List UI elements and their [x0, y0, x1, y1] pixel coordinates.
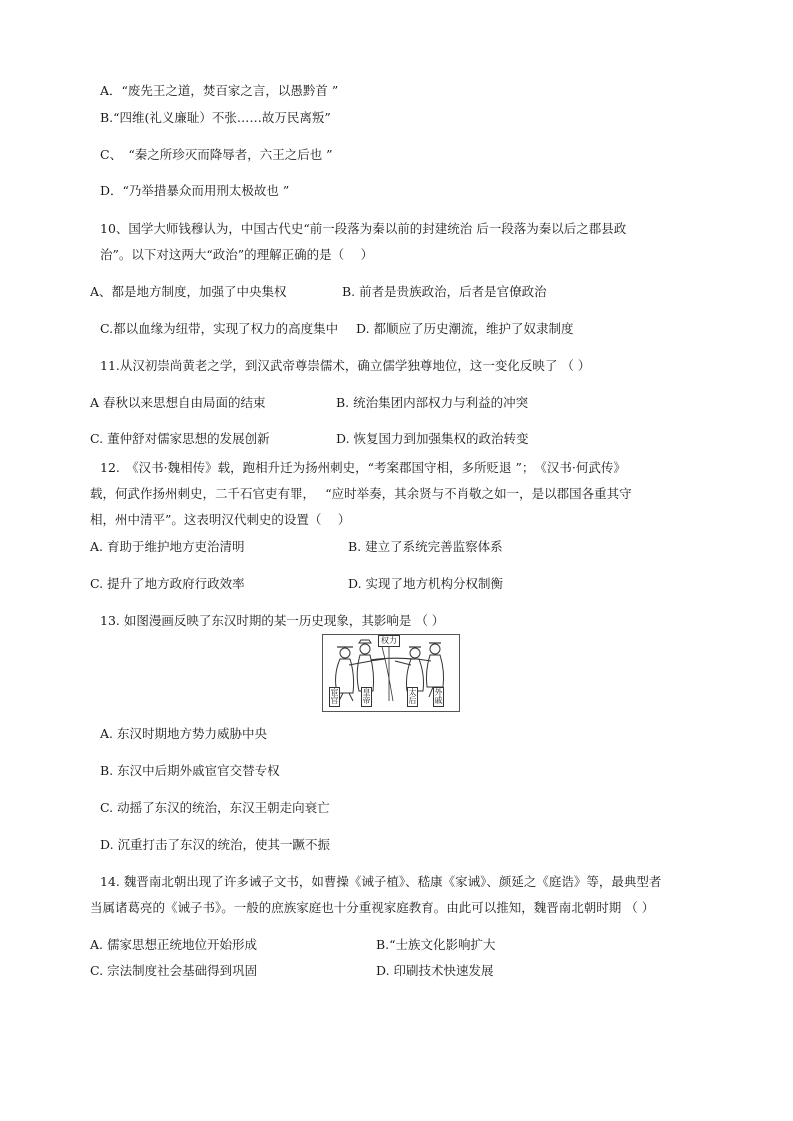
q12-option-d: D. 实现了地方机构分权制衡	[348, 576, 504, 591]
q13-stem: 13. 如图漫画反映了东汉时期的某一历史现象，其影响是 （ ）	[100, 613, 445, 628]
power-struggle-cartoon	[322, 634, 460, 712]
q10-stem-line1: 10、国学大师钱穆认为，中国古代史“前一段落为秦以前的封建统治 后一段落为秦以后之郡县政	[100, 221, 627, 236]
cartoon-label-emperor: 皇帝	[362, 688, 371, 705]
q12-stem-line2: 载，何武作扬州刺史，二千石官吏有罪， “应时举奏，其余贤与不肖敬之如一，是以郡国各重其守	[90, 486, 632, 501]
q14-option-c: C. 宗法制度社会基础得到巩固	[90, 963, 258, 978]
q9-option-c: C、 “秦之所珍灭而降辱者，六王之后也 ”	[100, 147, 333, 162]
q12-option-b: B. 建立了系统完善监察体系	[348, 539, 503, 554]
cartoon-label-maternal-relatives: 外戚	[434, 688, 443, 705]
q11-option-b: B. 统治集团内部权力与利益的冲突	[336, 395, 529, 410]
q12-option-a: A. 育助于维护地方吏治清明	[90, 539, 245, 554]
q10-stem-line2: 治”。以下对这两大“政治”的理解正确的是（ ）	[100, 247, 374, 262]
q12-option-c: C. 提升了地方政府行政效率	[90, 576, 245, 591]
q11-option-d: D. 恢复国力到加强集权的政治转变	[336, 431, 529, 446]
cartoon-label-power: 权力	[378, 635, 400, 647]
cartoon-label-eunuchs: 宦官	[330, 688, 339, 705]
q10-option-c: C.都以血缘为纽带，实现了权力的高度集中	[100, 321, 339, 336]
q13-option-d: D. 沉重打击了东汉的统治，使其一蹶不振	[100, 837, 331, 852]
q13-option-a: A. 东汉时期地方势力威胁中央	[100, 726, 267, 741]
cartoon-label-empress-dowager: 太后	[408, 688, 417, 705]
q10-option-b: B. 前者是贵族政治，后者是官僚政治	[342, 284, 547, 299]
q11-option-c: C. 董仲舒对儒家思想的发展创新	[90, 431, 270, 446]
q13-option-b: B. 东汉中后期外戚宦官交替专权	[100, 763, 280, 778]
q14-option-b: B.“士族文化影响扩大	[376, 937, 496, 952]
q9-option-d: D．“乃举措暴众而用刑太极故也 ”	[100, 183, 290, 198]
q13-option-c: C. 动摇了东汉的统治，东汉王朝走向衰亡	[100, 800, 330, 815]
q14-option-a: A. 儒家思想正统地位开始形成	[90, 937, 257, 952]
q14-stem-line2: 当属诸葛亮的《诫子书》。一般的庶族家庭也十分重视家庭教育。由此可以推知，魏晋南北朝时期 （ ）	[90, 900, 655, 915]
q11-option-a: A 春秋以来思想自由局面的结束	[90, 395, 266, 410]
q9-option-a: A．“废先王之道，焚百家之言，以愚黔首 ”	[100, 83, 339, 98]
q12-stem-line3: 相，州中清平”。这表明汉代刺史的设置（ ）	[90, 512, 351, 527]
q14-stem-line1: 14. 魏晋南北朝出现了许多诫子文书，如曹操《诫子植》、嵇康《家诫》、颜延之《庭诰》等，最典型者	[100, 874, 662, 889]
q14-option-d: D. 印刷技术快速发展	[376, 963, 494, 978]
q12-stem-line1: 12. 《汉书·魏相传》载，跑相升迁为扬州刺史，“考案郡国守相，多所贬退 ”； 《汉书·何武传》	[100, 460, 626, 475]
q10-option-d: D. 都顺应了历史潮流，维护了奴隶制度	[356, 321, 574, 336]
q9-option-b: B.“四维(礼义廉耻）不张……故万民离叛”	[100, 110, 331, 125]
q10-option-a: A、都是地方制度，加强了中央集权	[90, 284, 287, 299]
q11-stem: 11.从汉初崇尚黄老之学，到汉武帝尊崇儒术，确立儒学独尊地位，这一变化反映了 （ ）	[100, 358, 591, 373]
